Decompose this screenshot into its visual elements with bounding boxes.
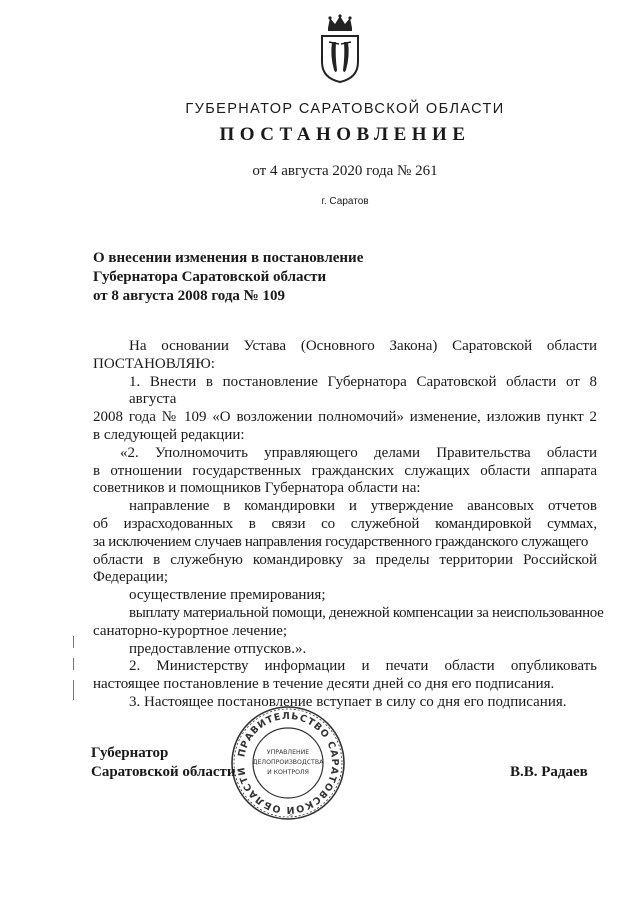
body-line: советников и помощников Губернатора области на:: [93, 480, 421, 497]
body-line: в следующей редакции:: [93, 426, 245, 443]
seal-outer-text: ПРАВИТЕЛЬСТВО САРАТОВСКОЙ ОБЛАСТИ: [236, 710, 341, 816]
body-line: 3. Настоящее постановление вступает в силу со дня его подписания.: [129, 693, 567, 710]
body-line: Федерации;: [93, 569, 169, 586]
margin-mark: [73, 658, 74, 670]
seal-inner-text: И КОНТРОЛЯ: [267, 769, 309, 776]
body-line: санаторно-курортное лечение;: [93, 622, 288, 639]
document-body: [93, 338, 604, 712]
signatory-position: [91, 744, 236, 782]
body-line: области в служебную командировку за пределы территории Российской: [93, 551, 597, 568]
official-seal: [228, 703, 348, 823]
body-line: направление в командировки и утверждение авансовых отчетов: [129, 498, 597, 515]
seal-inner-text: УПРАВЛЕНИЕ: [266, 749, 310, 756]
subject-line: Губернатора Саратовской области: [93, 269, 327, 285]
body-line: предоставление отпусков.».: [129, 640, 307, 657]
body-line: за исключением случаев направления государственного гражданского служащего: [93, 533, 588, 550]
body-line: в отношении государственных гражданских служащих области аппарата: [93, 462, 597, 479]
body-line: На основании Устава (Основного Закона) Саратовской области: [129, 338, 597, 354]
body-line: ПОСТАНОВЛЯЮ:: [93, 355, 215, 372]
document-date-number: от 4 августа 2020 года № 261: [252, 163, 438, 179]
body-line: «2. Уполномочить управляющего делами Правительства области: [120, 444, 597, 461]
document-subject: [93, 249, 363, 306]
margin-mark: [73, 636, 74, 648]
body-line: выплату материальной помощи, денежной компенсации за неиспользованное: [129, 604, 604, 621]
saratov-coat-of-arms-icon: [318, 14, 362, 84]
signatory-position-line: Губернатор: [91, 745, 169, 761]
issuing-authority: ГУБЕРНАТОР САРАТОВСКОЙ ОБЛАСТИ: [185, 101, 505, 117]
subject-line: О внесении изменения в постановление: [93, 250, 364, 266]
body-line: 2. Министерству информации и печати области опубликовать: [129, 658, 597, 675]
margin-mark: [73, 680, 74, 700]
body-line: 2008 года № 109 «О возложении полномочий» изменение, изложив пункт 2: [93, 409, 597, 426]
subject-line: от 8 августа 2008 года № 109: [93, 288, 285, 304]
signatory-position-line: Саратовской области: [91, 764, 236, 780]
body-line: осуществление премирования;: [129, 587, 326, 604]
signatory-name: В.В. Радаев: [510, 764, 588, 780]
body-line: 1. Внести в постановление Губернатора Саратовской области от 8 августа: [129, 373, 597, 408]
body-line: настоящее постановление в течение десяти дней со дня его подписания.: [93, 676, 555, 693]
issue-city: г. Саратов: [321, 196, 369, 207]
body-line: об израсходованных в связи со служебной командировкой суммах,: [93, 515, 597, 532]
seal-inner-text: ДЕЛОПРОИЗВОДСТВА: [252, 759, 324, 766]
document-type-title: ПОСТАНОВЛЕНИЕ: [219, 124, 471, 145]
